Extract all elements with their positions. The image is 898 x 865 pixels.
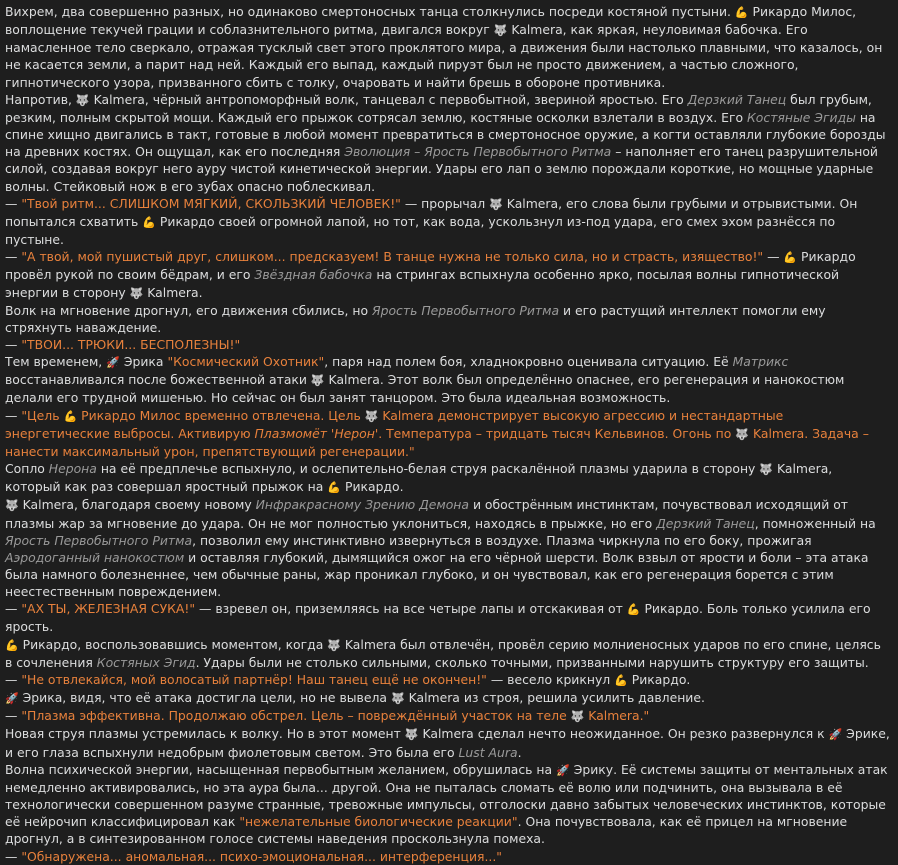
ability-name: Дерзкий Танец — [656, 515, 755, 531]
weapon-name: Плазмомёт 'Нерон' — [254, 425, 379, 441]
narration-text: — весело крикнул — [486, 671, 615, 687]
wolf-icon: 🐺 — [735, 427, 749, 441]
wolf-icon: 🐺 — [75, 93, 90, 107]
rocket-icon: 🚀 — [5, 692, 19, 706]
ability-name: Дерзкий Танец — [687, 91, 787, 107]
narration-text: Рикардо. — [627, 671, 691, 687]
narration-text: — — [5, 195, 22, 211]
narration-text: Эрика — [119, 354, 168, 370]
quoted-speech: "А твой, мой пушистый друг, слишком... предсказуем! В танце нужна не только сила, но и страсть, изящество!" — [21, 249, 764, 265]
quoted-speech: "Обнаружена... аномальная... психо-эмоциональная... интерференция..." — [21, 848, 502, 864]
narration-text: Рикардо провёл рукой по своим бёдрам, и его — [5, 249, 856, 283]
narration-text: . Удары были не столько сильными, сколько точными, призванными нарушить структуру его защиты. — [195, 654, 869, 670]
narration-text: Kalmera сделал нечто неожиданное. Он резко развернулся к — [418, 726, 829, 742]
narration-text: , позволил ему инстинктивно извернуться в воздухе. Плазма чиркнула по его боку, прожигая — [192, 532, 812, 548]
narration-text: Kalmera. — [143, 284, 203, 300]
narration-text: на спине хищно двигались в такт, готовые в любой момент превратиться в смертоносное оружие, а когти оставляли глубокие борозды на древних костях. Он ощущал, как его последняя — [5, 109, 886, 160]
narration-text: на её предплечье вспыхнуло, и ослепительно-белая струя раскалённой плазмы ударила в сторону — [96, 461, 760, 477]
wolf-icon: 🐺 — [570, 710, 585, 724]
narration-text: — — [5, 601, 22, 617]
story-paragraph — [5, 761, 890, 848]
muscle-icon: 💪 — [626, 603, 641, 617]
wolf-icon: 🐺 — [489, 197, 503, 211]
story-paragraph — [5, 848, 890, 865]
narration-text: . Она почувствовала, как её прицел на мгновение дрогнул, а в синтезированном голосе системы наведения проскользнула помеха. — [5, 814, 848, 847]
narration-text: — — [5, 848, 22, 864]
ability-name: Костяных Эгид — [96, 654, 196, 670]
wolf-icon: 🐺 — [327, 638, 341, 652]
narration-text: Рикардо. Боль только усилила его ярость. — [5, 601, 871, 635]
narration-text: Kalmera, как яркая, неуловимая бабочка. Его намасленное тело сверкало, отражая тусклый свет этого проклятого мира, а движения были настолько плавными, что казалось, он не касается земли, а парит над ней. Каждый его выпад, каждый пируэт был не просто движением, а частью сложного, гипнотического узора, призванного сбить с толку, очаровать и найти брешь в обороне противника. — [5, 22, 883, 90]
wolf-icon: 🐺 — [364, 409, 379, 423]
muscle-icon: 💪 — [614, 673, 628, 687]
quoted-speech: "нежелательные биологические реакции" — [239, 814, 518, 830]
narration-text: Тем временем, — [5, 354, 107, 370]
narration-text: , помноженный на — [754, 515, 876, 531]
story-paragraph — [5, 195, 890, 248]
ability-name: Аэродоганный нанокостюм — [5, 549, 185, 565]
muscle-icon: 💪 — [734, 6, 749, 19]
narration-text: — — [5, 708, 22, 724]
story-paragraph — [5, 353, 890, 406]
narration-text: Kalmera, благодаря своему новому — [18, 497, 256, 513]
quoted-speech: "ТВОИ... ТРЮКИ... БЕСПОЛЕЗНЫ!" — [21, 336, 241, 352]
narration-text: Рикардо, воспользовавшись моментом, когда — [18, 636, 328, 652]
rocket-icon: 🚀 — [828, 728, 843, 742]
story-paragraph — [5, 3, 890, 91]
ability-name: Инфракрасному Зрению Демона — [255, 497, 469, 513]
rocket-icon: 🚀 — [556, 763, 570, 777]
story-paragraph — [5, 496, 890, 600]
narration-text: . — [517, 744, 522, 760]
narration-text: Рикардо. — [341, 479, 404, 495]
story-paragraph — [5, 707, 890, 725]
narration-text: Волк на мгновение дрогнул, его движения сбились, но — [5, 302, 372, 318]
quoted-speech: "Космический Охотник" — [167, 354, 325, 370]
wolf-icon: 🐺 — [759, 463, 774, 477]
narration-text: был грубым, резким, полным скрытой мощи. Каждый его прыжок сотрясал землю, костяные осколки взлетали в воздух. Его — [5, 91, 872, 125]
story-paragraph — [5, 725, 890, 760]
ability-name: Lust Aura — [458, 744, 518, 760]
ability-name: Звёздная бабочка — [254, 267, 373, 283]
story-paragraph — [5, 671, 890, 689]
muscle-icon: 💪 — [5, 638, 19, 652]
narration-text: и оставляя глубокий, дымящийся ожог на его чёрной шерсти. Волк взвыл от ярости и боли – эта атака была намного болезненнее, чем обычные раны, жар проникал глубоко, и он чувствовал, как его регенерация борется с этим неестественным повреждением. — [5, 549, 869, 600]
quoted-speech: Kalmera. Задача – нанести максимальный урон, препятствующий регенерации." — [5, 425, 869, 459]
narration-text: Рикардо Милос, воплощение текучей грации и соблазнительного ритма, двигался вокруг — [5, 4, 857, 38]
narration-text: Kalmera, чёрный антропоморфный волк, танцевал с первобытной, звериной яростью. Его — [89, 91, 688, 107]
quoted-speech: . Температура – тридцать тысяч Кельвинов. Огонь по — [378, 425, 736, 441]
story-paragraph — [5, 600, 890, 635]
narration-text: — взревел он, приземляясь на все четыре лапы и отскакивая от — [195, 601, 627, 617]
story-paragraph — [5, 636, 890, 671]
muscle-icon: 💪 — [327, 481, 342, 495]
ability-name: Костяные Эгиды — [747, 109, 856, 125]
narration-text: восстанавливался после божественной атаки — [5, 372, 311, 388]
ability-name: Нерона — [48, 461, 97, 477]
narration-text: и обострённым инстинктам, почувствовал исходящий от плазмы жар за мгновение до удара. Он не мог полностью уклониться, находясь в прыжке, но его — [5, 497, 848, 531]
quoted-speech: "Не отвлекайся, мой волосатый партнёр! Наш танец ещё не окончен!" — [21, 671, 487, 687]
quoted-speech: "АХ ТЫ, ЖЕЛЕЗНАЯ СУКА!" — [21, 601, 196, 617]
quoted-speech: "Цель — [21, 407, 64, 423]
narration-text: Kalmera из строя, решила усилить давление. — [404, 690, 705, 706]
wolf-icon: 🐺 — [390, 692, 405, 706]
narration-text: Kalmera, его слова были грубыми и отрывистыми. Он попытался схватить — [5, 195, 858, 229]
muscle-icon: 💪 — [142, 215, 156, 229]
narration-text: Волна психической энергии, насыщенная первобытным желанием, обрушилась на — [5, 761, 557, 777]
rocket-icon: 🚀 — [106, 356, 120, 370]
quoted-speech: "Плазма эффективна. Продолжаю обстрел. Цель – повреждённый участок на теле — [21, 708, 571, 724]
narration-text: и его растущий интеллект помогли ему стряхнуть наваждение. — [5, 302, 826, 335]
story-paragraph — [5, 336, 890, 353]
narration-text: – наполняет его танец разрушительной силой, создавая вокруг него ауру чистой кинетической энергии. Удары его лап о землю порождали короткие, но мощные ударные волны. Стейковый нож в его зубах опасно поблескивал. — [5, 144, 878, 194]
muscle-icon: 💪 — [63, 409, 78, 423]
narration-text: — — [5, 249, 22, 265]
narration-text: — — [5, 671, 22, 687]
story-paragraph — [5, 91, 890, 195]
quoted-speech: Kalmera." — [584, 708, 650, 724]
ability-name: Матрикс — [732, 354, 789, 370]
story-paragraph — [5, 407, 890, 460]
wolf-icon: 🐺 — [404, 728, 419, 742]
narration-text: Новая струя плазмы устремилась к волку. Но в этот момент — [5, 726, 405, 742]
wolf-icon: 🐺 — [310, 374, 325, 388]
narration-text: на стрингах вспыхнула особенно ярко, посылая волны гипнотической энергии в сторону — [5, 267, 840, 300]
narration-text: Эрика, видя, что её атака достигла цели, но не вывела — [18, 690, 391, 706]
story-paragraph — [5, 689, 890, 707]
narration-text: — — [5, 407, 22, 423]
narration-text: Сопло — [5, 461, 49, 477]
narration-text: Kalmera был отвлечён, провёл серию молниеносных ударов по его спине, целясь в сочленения — [5, 636, 881, 670]
narration-text: Вихрем, два совершенно разных, но одинаково смертоносных танца столкнулись посреди костяной пустыни. — [5, 4, 735, 19]
narration-text: — — [763, 249, 784, 265]
story-paragraph — [5, 248, 890, 301]
quoted-speech: Kalmera демонстрирует высокую агрессию и нестандартные энергетические выбросы. Активирую — [5, 407, 784, 441]
wolf-icon: 🐺 — [5, 499, 19, 513]
story-paragraph — [5, 460, 890, 496]
narration-text: — прорычал — [400, 195, 490, 211]
narration-text: Эрике, и его глаза вспыхнули недобрым фиолетовым светом. Это была его — [5, 726, 890, 760]
wolf-icon: 🐺 — [129, 286, 144, 300]
narration-text: Напротив, — [5, 91, 76, 107]
muscle-icon: 💪 — [783, 251, 798, 265]
narration-text: Kalmera, который как раз совершал яростный прыжок на — [5, 461, 833, 495]
ability-name: Ярость Первобытного Ритма — [5, 532, 193, 548]
story-paragraph — [5, 302, 890, 336]
ability-name: Эволюция – Ярость Первобытного Ритма — [344, 144, 612, 160]
ability-name: Ярость Первобытного Ритма — [372, 302, 560, 318]
narration-text: Kalmera. Этот волк был определённо опаснее, его регенерация и нанокостюм делали его трудной мишенью. Но сейчас он был занят танцором. Это была идеальная возможность. — [5, 372, 845, 406]
narration-text: Эрику. Её системы защиты от ментальных атак немедленно активировались, но эта аура была... другой. Она не пыталась сломать её волю или подчинить, она вызывала в её технологически совершенном разуме странные, тревожные импульсы, отголоски давно забытых человеческих инстинктов, которые её нейрочип классифицировал как — [5, 761, 888, 830]
wolf-icon: 🐺 — [493, 24, 508, 38]
narration-text: — — [5, 336, 22, 352]
quoted-speech: "Твой ритм... СЛИШКОМ МЯГКИЙ, СКОЛЬЗКИЙ ЧЕЛОВЕК!" — [21, 195, 401, 211]
narration-text: Рикардо своей огромной лапой, но тот, как вода, ускользнул из-под удара, его смех эхом разнёсся по пустыне. — [5, 213, 836, 248]
quoted-speech: Рикардо Милос временно отвлечена. Цель — [77, 407, 365, 423]
narration-text: , паря над полем боя, хладнокровно оценивала ситуацию. Её — [324, 354, 733, 370]
